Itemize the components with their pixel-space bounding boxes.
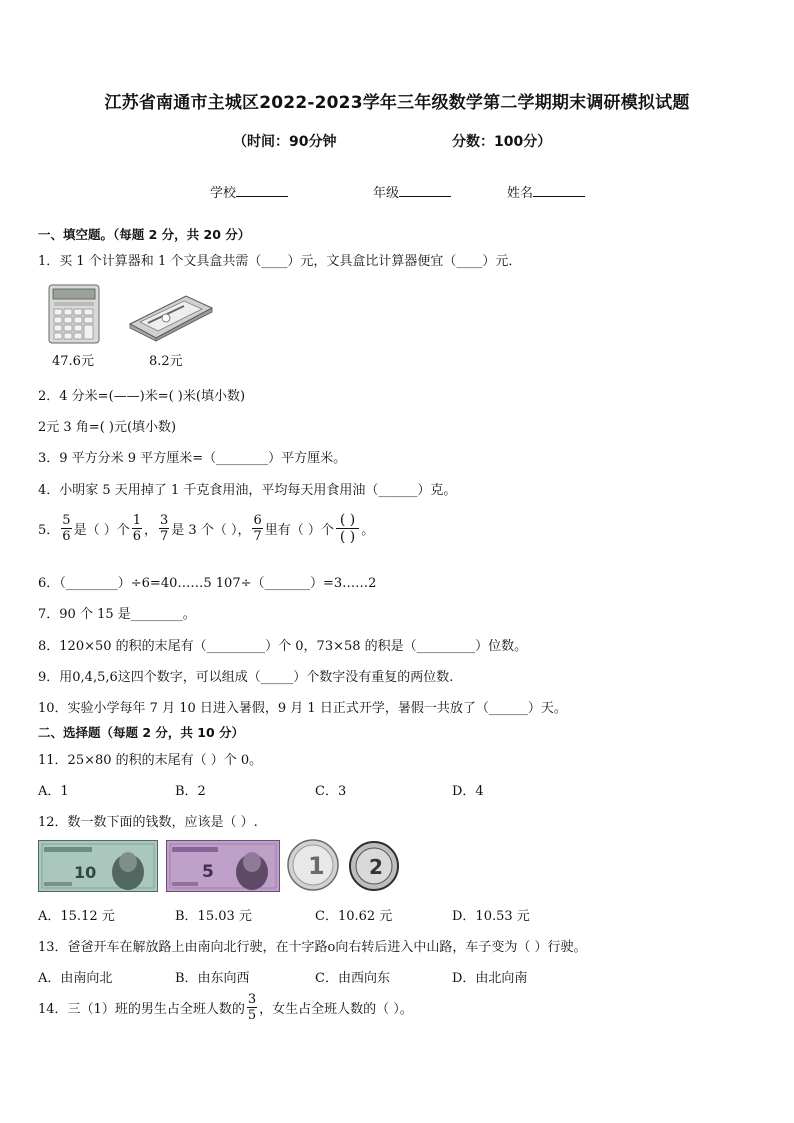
q11-option-c[interactable]: C．3 — [315, 784, 347, 799]
pencil-case-price: 8.2元 — [149, 354, 183, 369]
coin-icon — [286, 838, 340, 892]
question-10: 10．实验小学每年 7 月 10 日进入暑假，9 月 1 日正式开学，暑假一共放了（______）天。 — [38, 701, 567, 716]
ten-yuan-note-image — [38, 840, 158, 892]
q14-text-pre: 14．三（1）班的男生占全班人数的 — [38, 1002, 245, 1017]
exam-title: 江苏省南通市主城区2022-2023学年三年级数学第二学期期末调研模拟试题 — [104, 93, 690, 113]
q13-option-b[interactable]: B．由东向西 — [175, 971, 250, 986]
pencil-case-image — [126, 294, 214, 342]
frac-num: 6 — [253, 513, 262, 528]
q14-text-post: ，女生占全班人数的（ ）。 — [259, 1002, 413, 1017]
question-6: 6．（________）÷6=40……5 107÷（_______）=3……2 — [38, 576, 377, 591]
section-fill-in-heading: 一、填空题。（每题 2 分，共 20 分） — [38, 227, 251, 242]
question-11: 11．25×80 的积的末尾有（ ）个 0。 — [38, 753, 263, 768]
q12-option-a[interactable]: A．15.12 元 — [38, 909, 115, 924]
name-field[interactable] — [507, 182, 585, 201]
q5-label: 5． — [38, 523, 60, 538]
q5-text-4: 里有（ ）个 — [264, 523, 334, 538]
exam-score: 分数：100分） — [452, 134, 552, 150]
school-label: 学校 — [210, 186, 237, 201]
coin-1-denomination: 1 — [308, 852, 325, 880]
calculator-icon — [48, 284, 100, 344]
question-4: 4．小明家 5 天用掉了 1 千克食用油，平均每天用食用油（______）克。 — [38, 483, 457, 498]
grade-blank[interactable] — [399, 184, 451, 197]
question-5 — [38, 512, 374, 545]
question-12: 12．数一数下面的钱数，应该是（ ）. — [38, 815, 258, 830]
frac-den: 6 — [62, 529, 71, 544]
frac-num: 3 — [247, 992, 257, 1007]
fraction-1-6 — [132, 514, 142, 543]
school-field[interactable] — [210, 182, 288, 201]
frac-den: 7 — [253, 529, 262, 544]
fraction-6-7 — [252, 514, 262, 543]
question-8: 8．120×50 的积的末尾有（_________）个 0，73×58 的积是（_________）位数。 — [38, 639, 528, 654]
question-13: 13．爸爸开车在解放路上由南向北行驶，在十字路o向右转后进入中山路，车子变为（ ）行驶。 — [38, 940, 587, 955]
question-2-line-2: 2元 3 角=( )元(填小数) — [38, 420, 177, 435]
note-5-denomination: 5 — [202, 862, 214, 882]
q11-option-d[interactable]: D．4 — [452, 784, 484, 799]
five-yuan-note-image — [166, 840, 280, 892]
school-blank[interactable] — [236, 184, 288, 197]
grade-label: 年级 — [373, 186, 400, 201]
section-choice-heading: 二、选择题（每题 2 分，共 10 分） — [38, 725, 245, 740]
frac-den: 5 — [247, 1008, 257, 1023]
q13-option-d[interactable]: D．由北向南 — [452, 971, 528, 986]
q13-option-a[interactable]: A．由南向北 — [38, 971, 113, 986]
banknote-icon — [38, 840, 158, 892]
q12-option-c[interactable]: C．10.62 元 — [315, 909, 393, 924]
q5-text-5: 。 — [361, 523, 375, 538]
coin-icon — [348, 840, 400, 892]
one-yuan-coin-image — [286, 838, 340, 892]
banknote-icon — [166, 840, 280, 892]
question-1: 1．买 1 个计算器和 1 个文具盒共需（____）元，文具盒比计算器便宜（____）元． — [38, 254, 522, 269]
fraction-5-6 — [61, 514, 71, 543]
frac-den: 7 — [160, 529, 169, 544]
question-9: 9．用0,4,5,6这四个数字，可以组成（_____）个数字没有重复的两位数. — [38, 670, 454, 685]
question-7: 7．90 个 15 是________。 — [38, 607, 196, 622]
frac-num: 5 — [62, 513, 71, 528]
name-label: 姓名 — [507, 186, 534, 201]
q5-text-3: 是 3 个（ ）， — [171, 523, 251, 538]
frac-den: 6 — [132, 529, 141, 544]
calculator-image — [48, 284, 100, 344]
q5-text-1: 是（ ）个 — [73, 523, 130, 538]
fraction-3-5 — [247, 993, 257, 1022]
q12-option-d[interactable]: D．10.53 元 — [452, 909, 530, 924]
note-10-denomination: 10 — [74, 863, 97, 882]
q13-option-c[interactable]: C．由西向东 — [315, 971, 390, 986]
coin-2-denomination: 2 — [369, 855, 383, 879]
name-blank[interactable] — [533, 184, 585, 197]
calculator-price: 47.6元 — [52, 354, 94, 369]
frac-num: 3 — [160, 513, 169, 528]
two-fen-coin-image — [348, 840, 400, 892]
q5-text-2: ， — [143, 523, 157, 538]
frac-num: 1 — [132, 513, 141, 528]
question-14 — [38, 993, 413, 1022]
q12-option-b[interactable]: B．15.03 元 — [175, 909, 252, 924]
q11-option-b[interactable]: B．2 — [175, 784, 206, 799]
question-3: 3．9 平方分米 9 平方厘米=（________）平方厘米。 — [38, 451, 347, 466]
grade-field[interactable] — [373, 182, 451, 201]
frac-num: ( ) — [339, 512, 356, 528]
frac-den: ( ) — [336, 528, 359, 545]
pencil-case-icon — [126, 294, 214, 342]
fraction-blank[interactable] — [336, 512, 359, 545]
question-2-line-1: 2．4 分米=(——)米=( )米(填小数) — [38, 389, 246, 404]
q11-option-a[interactable]: A．1 — [38, 784, 69, 799]
fraction-3-7 — [159, 514, 169, 543]
exam-time: （时间：90分钟 — [233, 134, 337, 150]
